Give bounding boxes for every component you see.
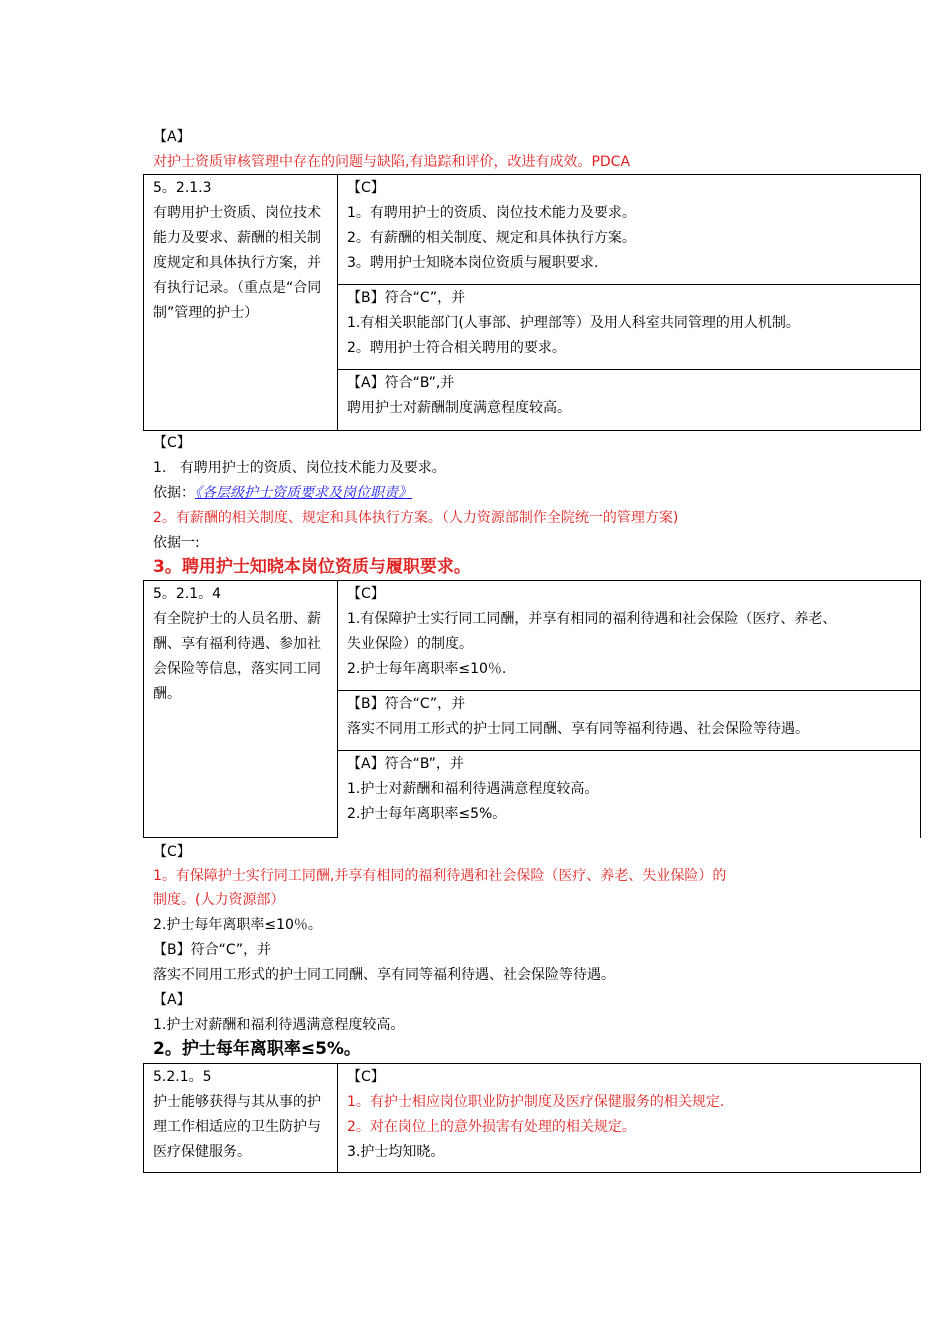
table2-a-line: 1.护士对薪酬和福利待遇满意程度较高。 <box>347 781 599 797</box>
table1-c-line: 3。聘用护士知晓本岗位资质与履职要求. <box>347 255 599 271</box>
mid2-a-line: 1.护士对薪酬和福利待遇满意程度较高。 <box>153 1017 405 1033</box>
table2-c-label: 【C】 <box>347 586 385 602</box>
mid1-basis <box>153 483 412 503</box>
table2-c-line: 失业保险）的制度。 <box>347 636 473 652</box>
table2-desc: 有全院护士的人员名册、薪酬、享有福利待遇、参加社会保险等信息，落实同工同酬。 <box>153 611 321 702</box>
mid2-line2: 2.护士每年离职率≤10％。 <box>153 917 322 933</box>
basis-document-link[interactable]: 《各层级护士资质要求及岗位职责》 <box>195 485 412 501</box>
table2-a-label: 【A】符合“B”，并 <box>347 756 464 772</box>
table2-a-line: 2.护士每年离职率≤5%。 <box>347 806 507 822</box>
table1-b-label: 【B】符合“C”，并 <box>347 290 466 306</box>
table3-c-line: 3.护士均知晓。 <box>347 1144 445 1160</box>
table1-c-line: 1。有聘用护士的资质、岗位技术能力及要求。 <box>347 205 636 221</box>
table1-c-line: 2。有薪酬的相关制度、规定和具体执行方案。 <box>347 230 636 246</box>
table2-b-label: 【B】符合“C”，并 <box>347 696 466 712</box>
mid2-heading: 2。护士每年离职率≤5%。 <box>153 1039 361 1059</box>
mid1-basis2: 依据一: <box>153 535 200 551</box>
table2-c-line: 2.护士每年离职率≤10％. <box>347 661 507 677</box>
mid1-heading: 3。聘用护士知晓本岗位资质与履职要求。 <box>153 557 471 577</box>
table1-b-line: 1.有相关职能部门(人事部、护理部等）及用人科室共同管理的用人机制。 <box>347 315 800 331</box>
mid2-line1b: 制度。(人力资源部） <box>153 892 285 908</box>
mid2-a-label: 【A】 <box>153 992 191 1008</box>
table1-a-line: 聘用护士对薪酬制度满意程度较高。 <box>347 400 571 416</box>
pre-a-label: 【A】 <box>153 129 191 145</box>
pre-a-text: 对护士资质审核管理中存在的问题与缺陷,有追踪和评价，改进有成效。PDCA <box>153 154 631 170</box>
mid1-basis-label: 依据： <box>153 485 195 501</box>
table3-c-line: 1。有护士相应岗位职业防护制度及医疗保健服务的相关规定. <box>347 1094 725 1110</box>
mid1-line1: 1. 有聘用护士的资质、岗位技术能力及要求。 <box>153 460 446 476</box>
table2-b-line: 落实不同用工形式的护士同工同酬、享有同等福利待遇、社会保险等待遇。 <box>347 721 809 737</box>
table2-c-line: 1.有保障护士实行同工同酬，并享有相同的福利待遇和社会保险（医疗、养老、 <box>347 611 837 627</box>
mid2-b-line: 落实不同用工形式的护士同工同酬、享有同等福利待遇、社会保险等待遇。 <box>153 967 615 983</box>
mid1-c-label: 【C】 <box>153 435 191 451</box>
table1-c-label: 【C】 <box>347 180 385 196</box>
table1-code: 5。2.1.3 <box>153 180 212 196</box>
table3-c-label: 【C】 <box>347 1069 385 1085</box>
mid2-c-label: 【C】 <box>153 844 191 860</box>
mid2-line1a: 1。有保障护士实行同工同酬,并享有相同的福利待遇和社会保险（医疗、养老、失业保险）的 <box>153 868 727 884</box>
table3-desc: 护士能够获得与其从事的护理工作相适应的卫生防护与医疗保健服务。 <box>153 1094 321 1160</box>
table1-a-label: 【A】符合“B”,并 <box>347 375 455 391</box>
mid1-line2: 2。有薪酬的相关制度、规定和具体执行方案。（人力资源部制作全院统一的管理方案) <box>153 510 679 526</box>
table1-desc: 有聘用护士资质、岗位技术能力及要求、薪酬的相关制度规定和具体执行方案，并有执行记录。（重点是“合同制”管理的护士） <box>153 205 322 321</box>
table3-code: 5.2.1。5 <box>153 1069 212 1085</box>
table3-c-line: 2。对在岗位上的意外损害有处理的相关规定。 <box>347 1119 636 1135</box>
mid2-b-label: 【B】符合“C”，并 <box>153 942 272 958</box>
table1-b-line: 2。聘用护士符合相关聘用的要求。 <box>347 340 566 356</box>
table2-code: 5。2.1。4 <box>153 586 222 602</box>
